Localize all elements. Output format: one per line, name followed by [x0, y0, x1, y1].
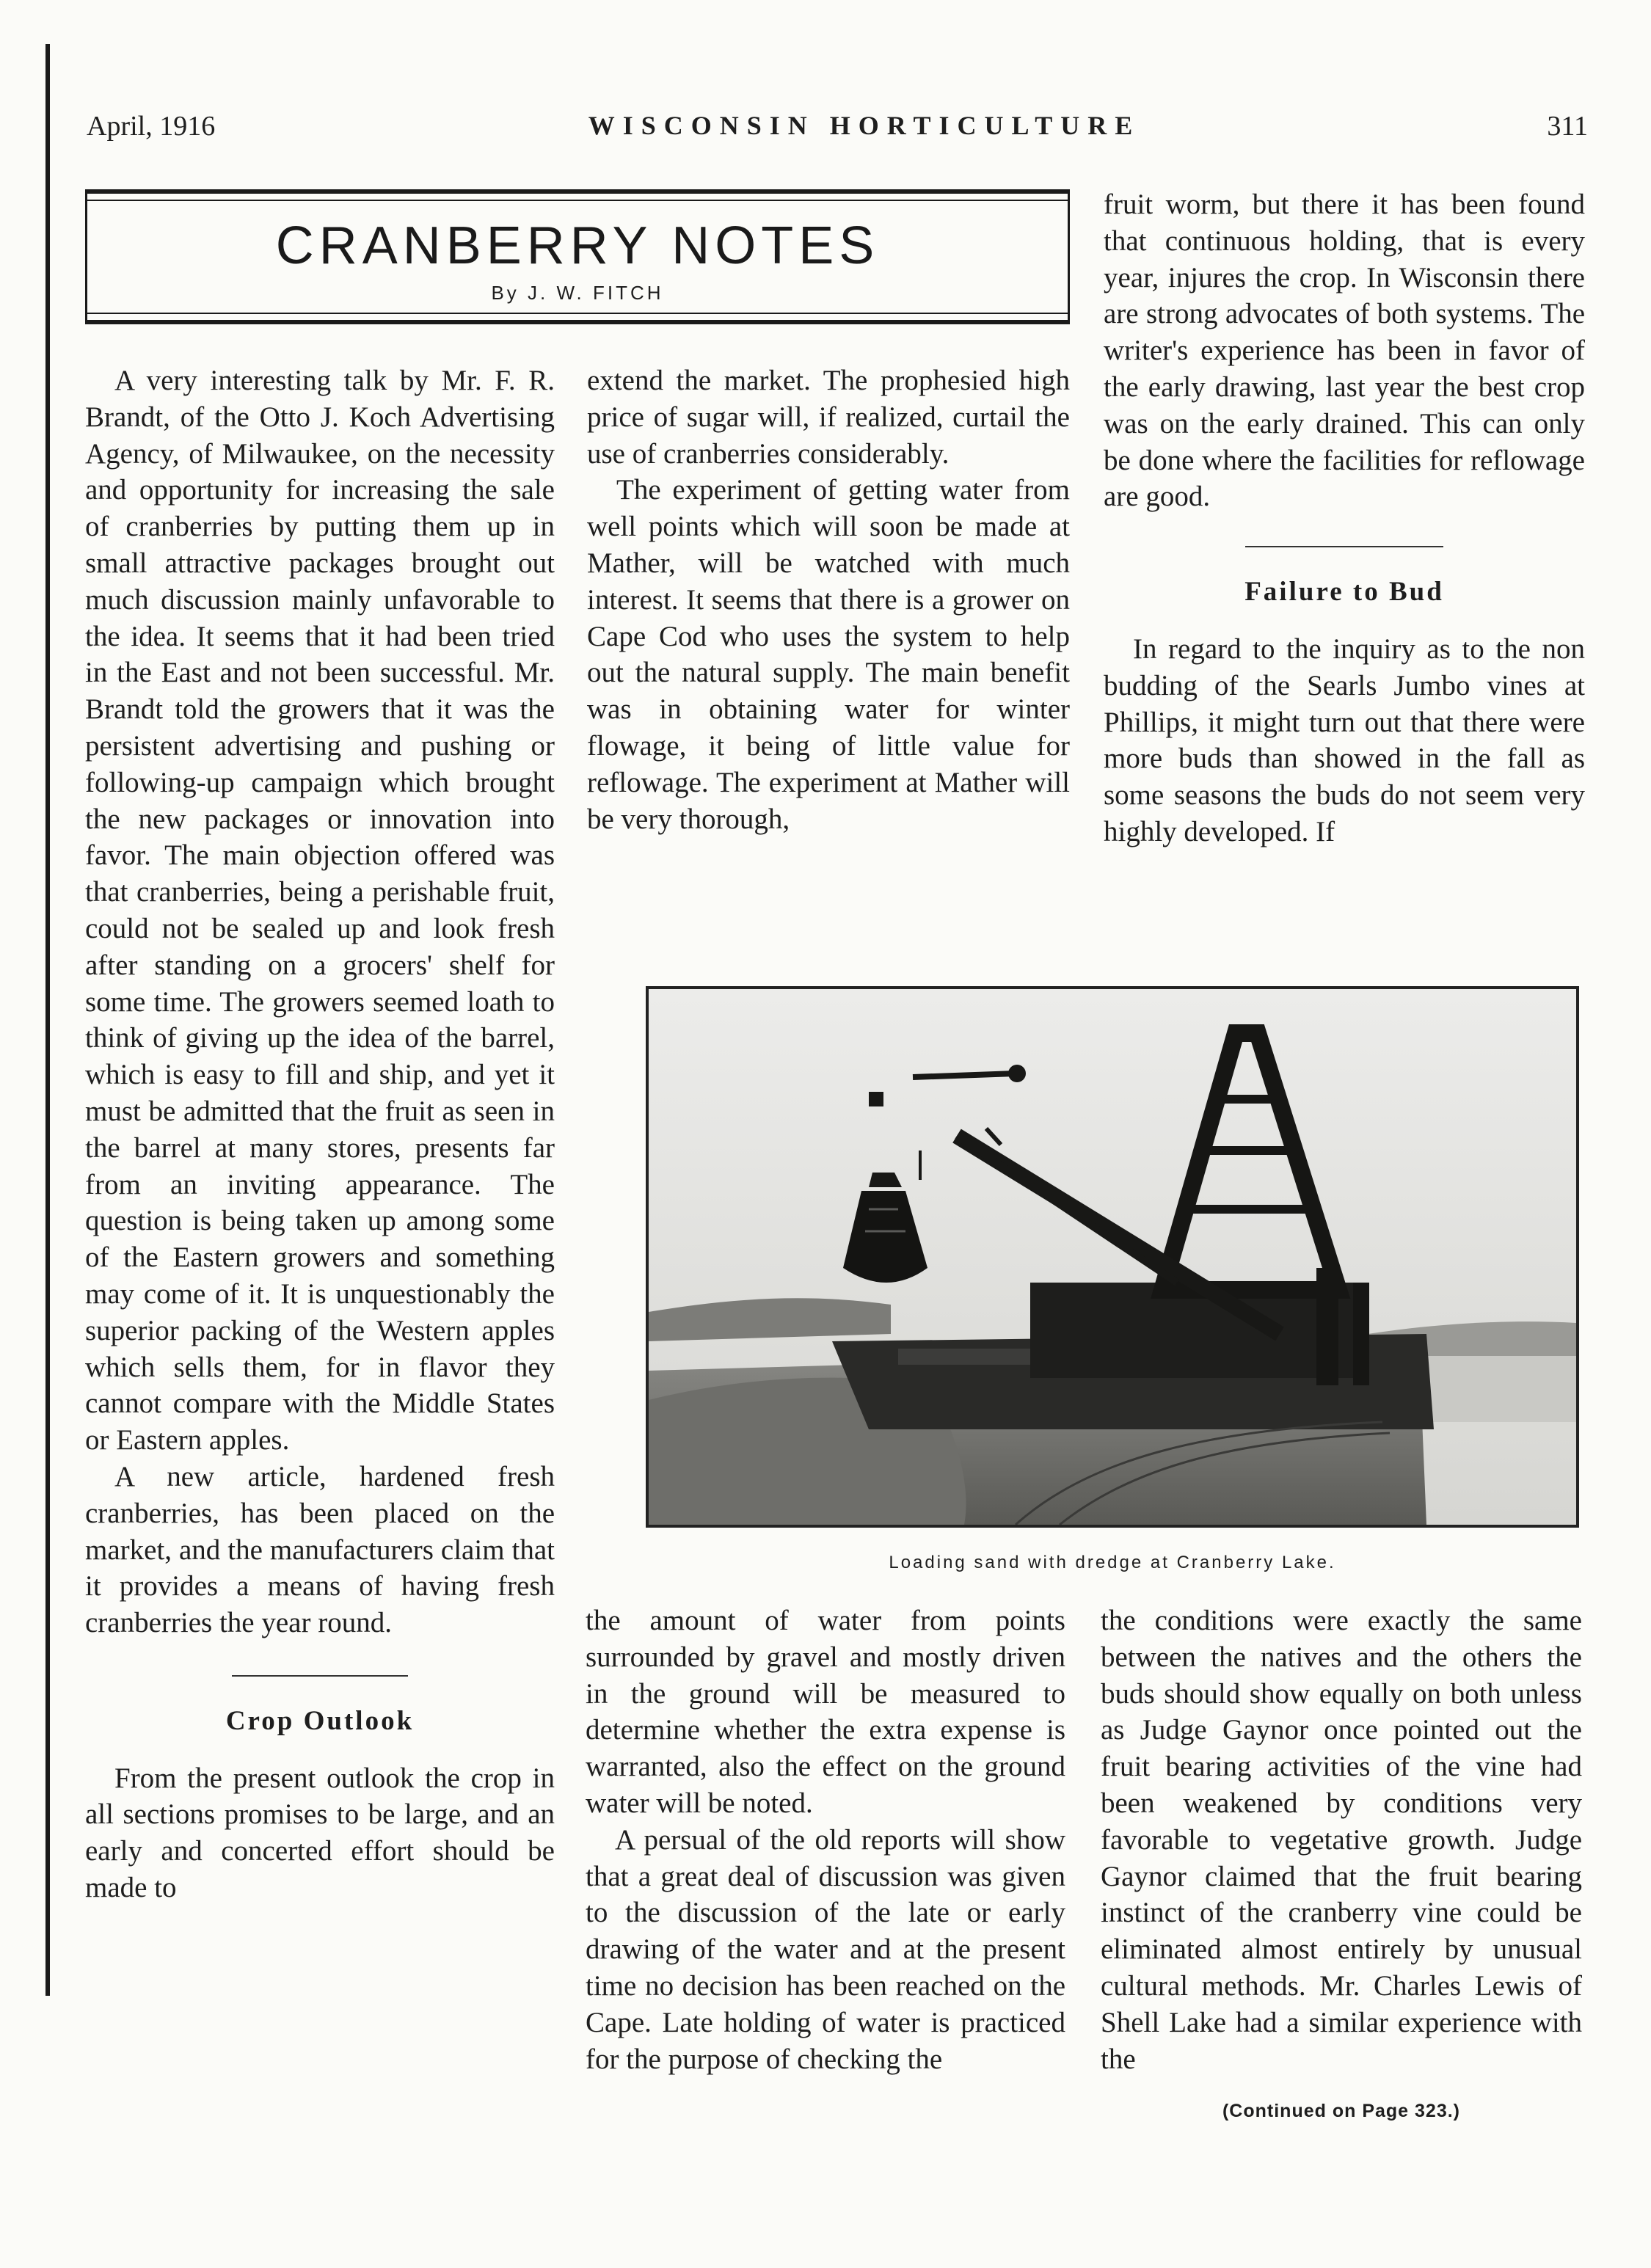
section-divider	[1245, 546, 1443, 547]
column-3-top	[1104, 186, 1585, 850]
journal-title: WISCONSIN HORTICULTURE	[588, 111, 1141, 140]
subheading-crop-outlook: Crop Outlook	[225, 1705, 415, 1736]
article-title: CRANBERRY NOTES	[275, 216, 880, 275]
title-box-inner-rule-bottom	[87, 313, 1068, 314]
column-2-bottom	[586, 1602, 1065, 2077]
section-divider	[232, 1675, 408, 1677]
paragraph: fruit worm, but there it has been found that continuous holding, that is every year, injures the crop. In Wisconsin there are strong advocates of both systems. The writer's experience has been in favor of the early drawing, last year the best crop was on the early drained. This can only be done where the facilities for reflowage are good.	[1104, 189, 1585, 513]
page-number: 311	[1547, 111, 1588, 142]
column-3-bottom	[1101, 1602, 1582, 2130]
paragraph: extend the market. The prophesied high price of sugar will, if realized, curtail the use of cranberries considerably.	[587, 365, 1070, 470]
paragraph: The experiment of getting water from well points which will soon be made at Mather, will be watched with much interest. It seems that there is a grower on Cape Cod who uses the system to help out the natural supply. The main benefit was in obtaining water for winter flowage, it being of little value for reflowage. The experiment at Mather will be very thorough,	[587, 474, 1070, 835]
paragraph: A persual of the old reports will show that a great deal of discussion was given to the discussion of the late or early drawing of the water and at the present time no decision has been reached on the Cape. Late holding of water is practiced for the purpose of checking the	[586, 1823, 1065, 2075]
continuation-note: (Continued on Page 323.)	[1222, 2101, 1461, 2122]
paragraph: the conditions were exactly the same between the natives and the others the buds should show equally on both unless as Judge Gaynor once pointed out the fruit bearing activities of the vine had been weakened by conditions very favorable to vegetative growth. Judge Gaynor claimed that the fruit bearing instinct of the cranberry vine could be eliminated almost entirely by unusual cultural methods. Mr. Charles Lewis of Shell Lake had a similar experience with the	[1101, 1605, 1582, 2075]
issue-date: April, 1916	[87, 111, 216, 142]
photo-caption: Loading sand with dredge at Cranberry Lake.	[889, 1553, 1336, 1572]
paragraph: the amount of water from points surrounded by gravel and mostly driven in the ground will be measured to determine whether the extra expense is warranted, also the effect on the ground water will be noted.	[586, 1605, 1065, 1819]
subheading-failure-to-bud: Failure to Bud	[1244, 577, 1444, 608]
column-1	[85, 362, 555, 1906]
paragraph: From the present outlook the crop in all sections promises to be large, and an early and concerted effort should be made to	[85, 1762, 555, 1904]
running-header	[87, 110, 1588, 154]
dredge-photo-illustration	[649, 989, 1576, 1525]
title-box-inner-rule-top	[87, 200, 1068, 201]
dredge-photograph	[646, 986, 1579, 1528]
article-title-box	[85, 189, 1070, 324]
column-2-top	[587, 362, 1070, 837]
paragraph: In regard to the inquiry as to the non budding of the Searls Jumbo vines at Phillips, it might turn out that there were more buds than showed in the fall as some seasons the buds do not seem very highly developed. If	[1104, 632, 1585, 847]
binding-edge-line	[45, 44, 50, 1996]
paragraph: A very interesting talk by Mr. F. R. Brandt, of the Otto J. Koch Advertising Agency, of Milwaukee, on the necessity and opportunity for increasing the sale of cranberries by putting them up in small attractive packages brought out much discussion mainly unfavorable to the idea. It seems that it had been tried in the East and not been successful. Mr. Brandt told the growers that it was the persistent advertising and pushing or following-up campaign which brought the new packages or innovation into favor. The main objection offered was that cranberries, being a perishable fruit, could not be sealed up and look fresh after standing on a grocers' shelf for some time. The growers seemed loath to think of giving up the idea of the barrel, which is easy to fill and ship, and yet it must be admitted that the fruit as seen in the barrel at many stores, presents far from an inviting appearance. The question is being taken up among some of the Eastern growers and something may come of it. It is unquestionably the superior packing of the Western apples which sells them, for in flavor they cannot compare with the Middle States or Eastern apples.	[85, 365, 555, 1456]
article-byline: By J. W. FITCH	[491, 282, 664, 304]
paragraph: A new article, hardened fresh cranberries, has been placed on the market, and the manufacturers claim that it provides a means of having fresh cranberries the year round.	[85, 1460, 555, 1639]
